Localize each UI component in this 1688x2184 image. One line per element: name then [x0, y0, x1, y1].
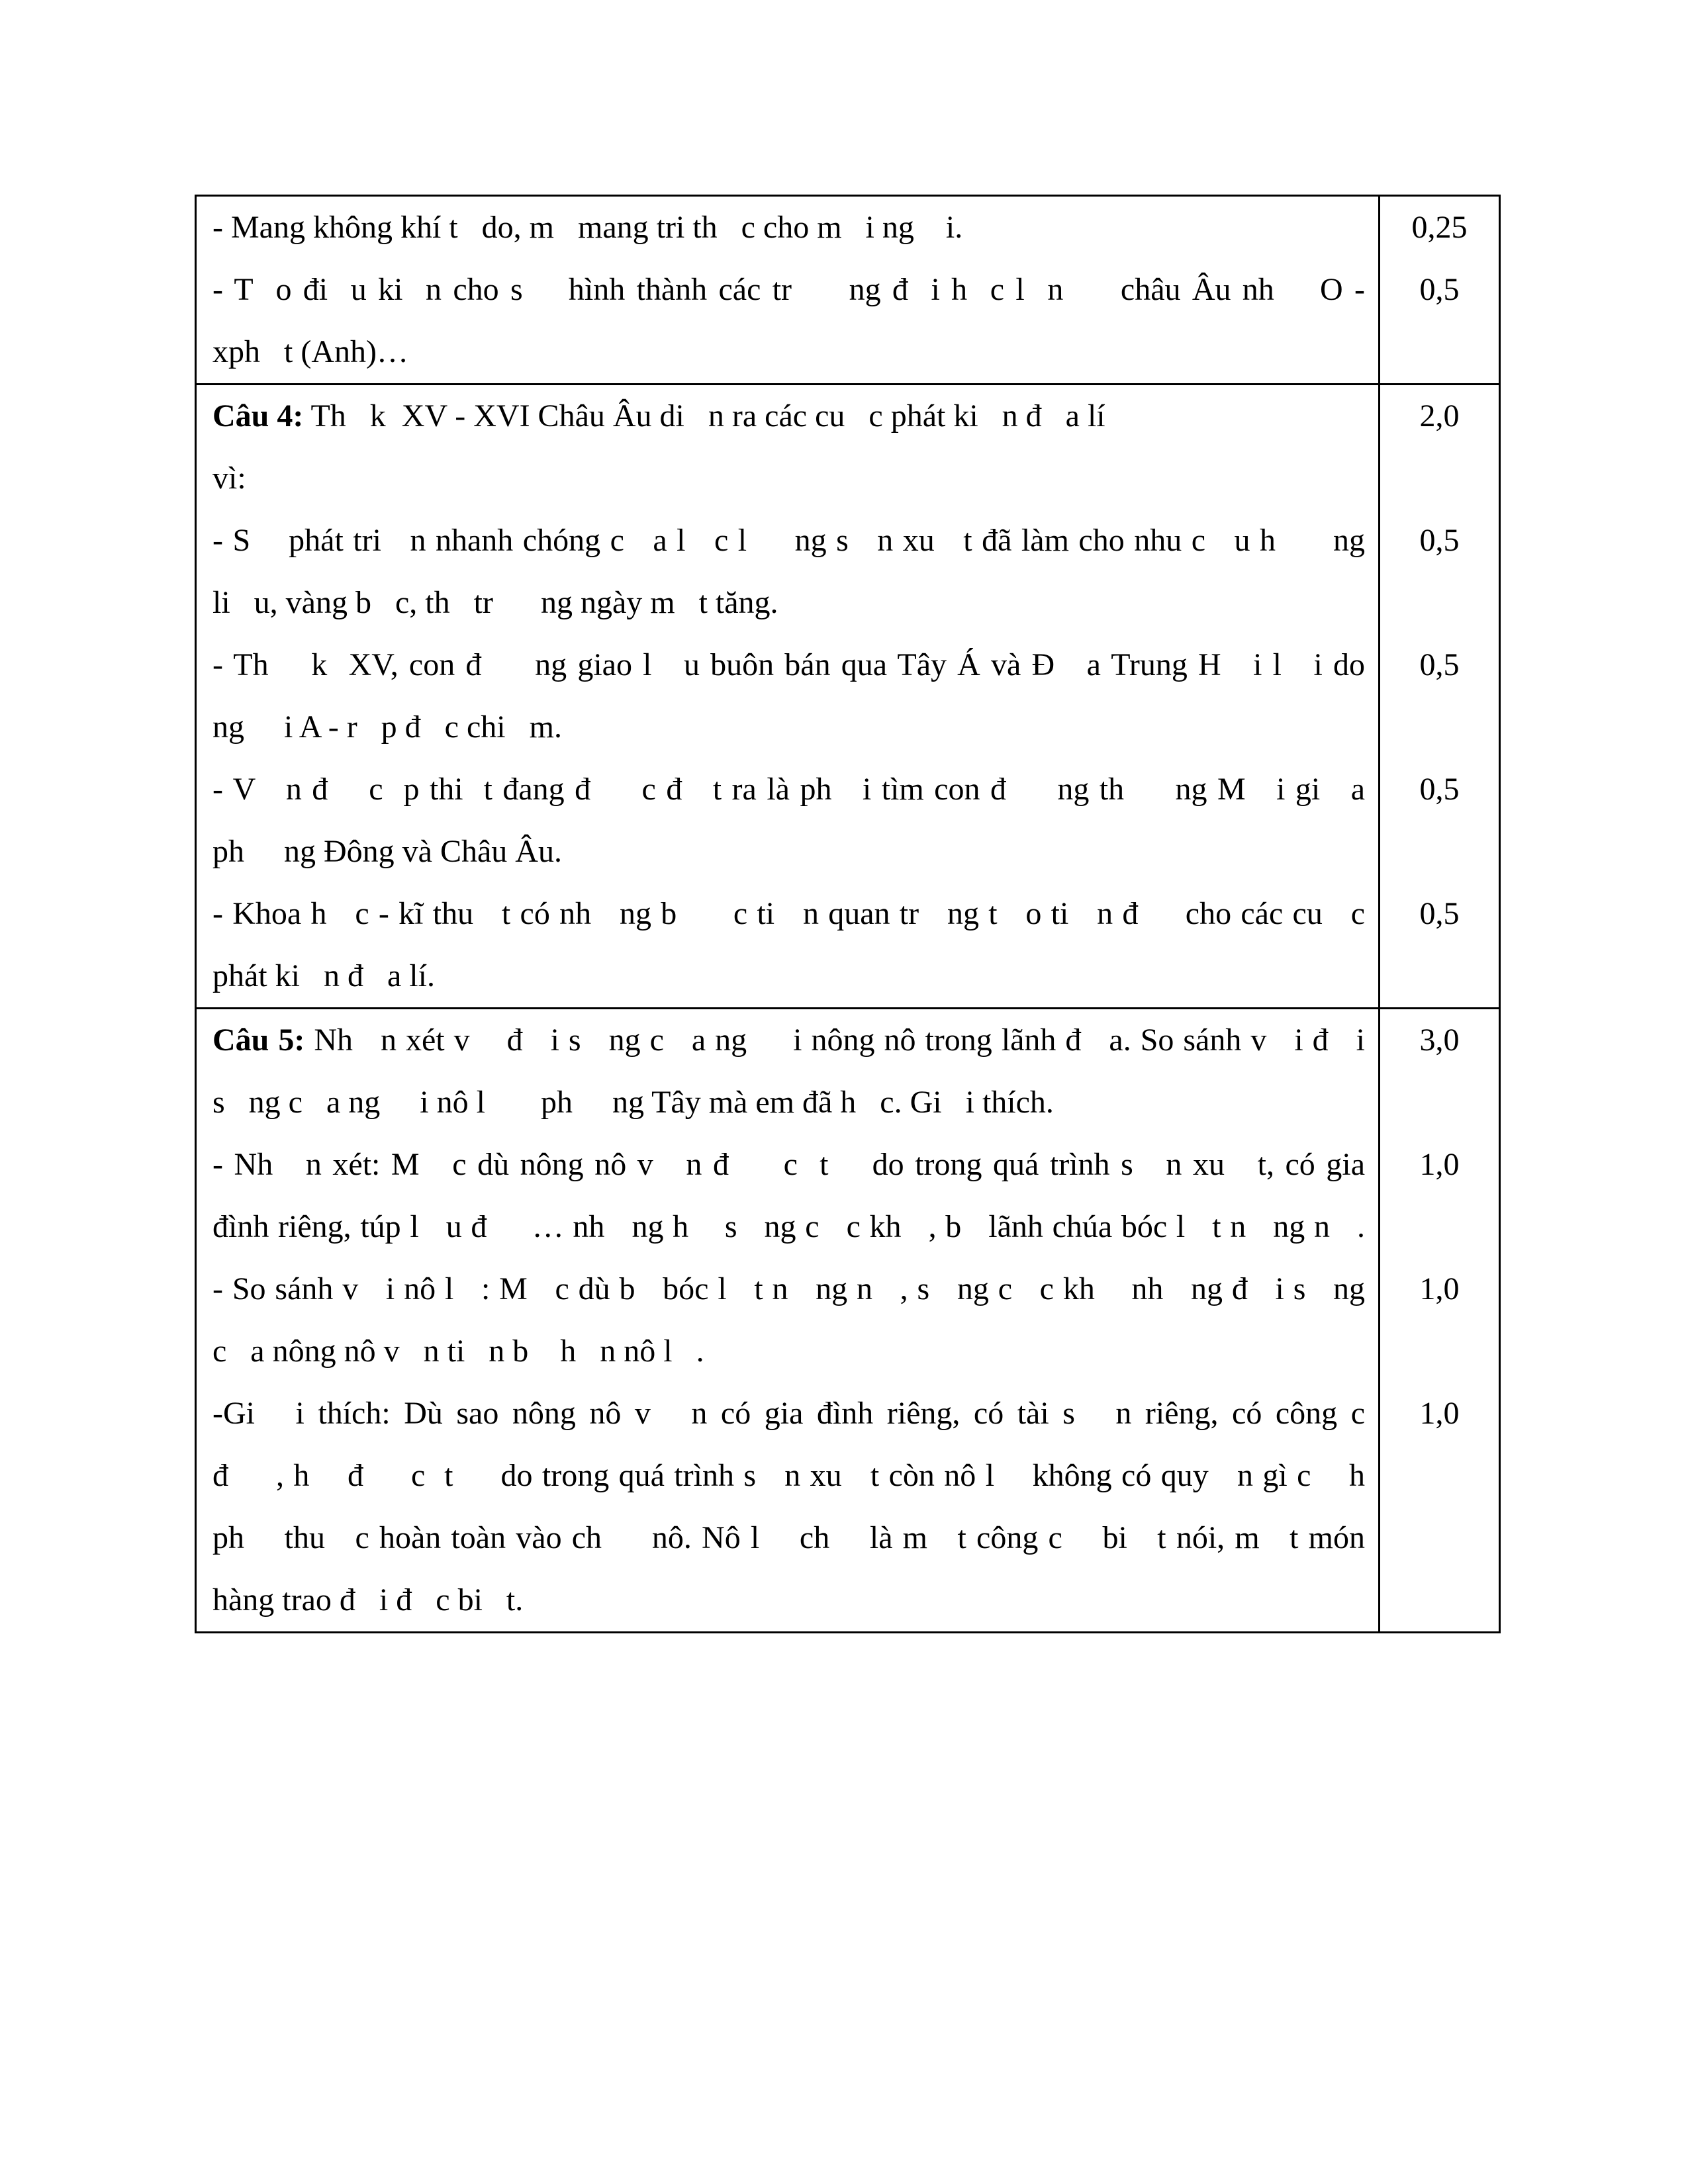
table-row — [196, 196, 1500, 385]
score-value: 2,0 — [1419, 398, 1460, 433]
content-line: - T o đi u ki n cho s hình thành các tr ng đ i h c l n châu Âu nh O - — [212, 272, 1365, 307]
score-value: 3,0 — [1419, 1023, 1460, 1058]
content-line: xph t (Anh)… — [212, 334, 408, 369]
content-line: đ , h đ c t do trong quá trình s n xu t còn nô l không có quy n gì c h — [212, 1458, 1365, 1493]
content-line: li u, vàng b c, th tr ng ngày m t tăng. — [212, 585, 778, 620]
content-line: - Th k XV, con đ ng giao l u buôn bán qua Tây Á và Đ a Trung H i l i do — [212, 647, 1365, 682]
content-line: s ng c a ng i nô l ph ng Tây mà em đã h c. Gi i thích. — [212, 1085, 1054, 1120]
question-heading — [212, 385, 1365, 447]
answer-table — [195, 195, 1501, 1633]
score-cell — [1380, 1009, 1500, 1633]
score-value: 0,5 — [1419, 272, 1460, 307]
content-line: ph ng Đông và Châu Âu. — [212, 834, 562, 869]
content-cell — [196, 385, 1380, 1009]
question-label: Câu 5: — [212, 1023, 305, 1058]
score-spacer — [1380, 1320, 1499, 1383]
score-value: 1,0 — [1419, 1396, 1460, 1431]
content-line: ng i A - r p đ c chi m. — [212, 709, 562, 745]
score-spacer — [1380, 572, 1499, 634]
content-line: - Nh n xét: M c dù nông nô v n đ c t do trong quá trình s n xu t, có gia — [212, 1147, 1365, 1182]
content-line: - So sánh v i nô l : M c dù b bóc l t n ng n , s ng c c kh nh ng đ i s ng — [212, 1271, 1365, 1306]
content-line: - S phát tri n nhanh chóng c a l c l ng s n xu t đã làm cho nhu c u h ng — [212, 523, 1365, 558]
content-line: hàng trao đ i đ c bi t. — [212, 1582, 524, 1617]
content-line: ph thu c hoàn toàn vào ch nô. Nô l ch là m t công c bi t nói, m t món — [212, 1520, 1365, 1555]
score-value: 0,5 — [1419, 896, 1460, 931]
question-label: Câu 4: — [212, 398, 304, 433]
content-line: - Mang không khí t do, m mang tri th c cho m i ng i. — [212, 210, 963, 245]
content-line: đình riêng, túp l u đ … nh ng h s ng c c kh , b lãnh chúa bóc l t n ng n . — [212, 1209, 1365, 1244]
content-line: vì: — [212, 461, 246, 496]
score-value: 1,0 — [1419, 1147, 1460, 1182]
table-row — [196, 385, 1500, 1009]
question-heading — [212, 1009, 1365, 1071]
score-value: 0,5 — [1419, 523, 1460, 558]
score-spacer — [1380, 821, 1499, 883]
score-spacer — [1380, 447, 1499, 510]
content-line: - Khoa h c - kĩ thu t có nh ng b c ti n quan tr ng t o ti n đ cho các cu c — [212, 896, 1365, 931]
score-cell — [1380, 196, 1500, 385]
score-cell — [1380, 385, 1500, 1009]
content-line: - V n đ c p thi t đang đ c đ t ra là ph i tìm con đ ng th ng M i gi a — [212, 772, 1365, 807]
table-row — [196, 1009, 1500, 1633]
score-value: 0,5 — [1419, 647, 1460, 682]
score-spacer — [1380, 696, 1499, 758]
content-line: -Gi i thích: Dù sao nông nô v n có gia đình riêng, có tài s n riêng, có công c — [212, 1396, 1365, 1431]
score-value: 1,0 — [1419, 1271, 1460, 1306]
content-line: phát ki n đ a lí. — [212, 958, 435, 993]
score-value: 0,5 — [1419, 772, 1460, 807]
question-text: Th k XV - XVI Châu Âu di n ra các cu c phát ki n đ a lí — [303, 398, 1105, 433]
question-text: Nh n xét v đ i s ng c a ng i nông nô trong lãnh đ a. So sánh v i đ i — [305, 1023, 1365, 1058]
score-value: 0,25 — [1411, 210, 1468, 245]
content-cell — [196, 196, 1380, 385]
score-spacer — [1380, 1071, 1499, 1134]
content-line: c a nông nô v n ti n b h n nô l . — [212, 1334, 704, 1369]
score-spacer — [1380, 1196, 1499, 1258]
content-cell — [196, 1009, 1380, 1633]
